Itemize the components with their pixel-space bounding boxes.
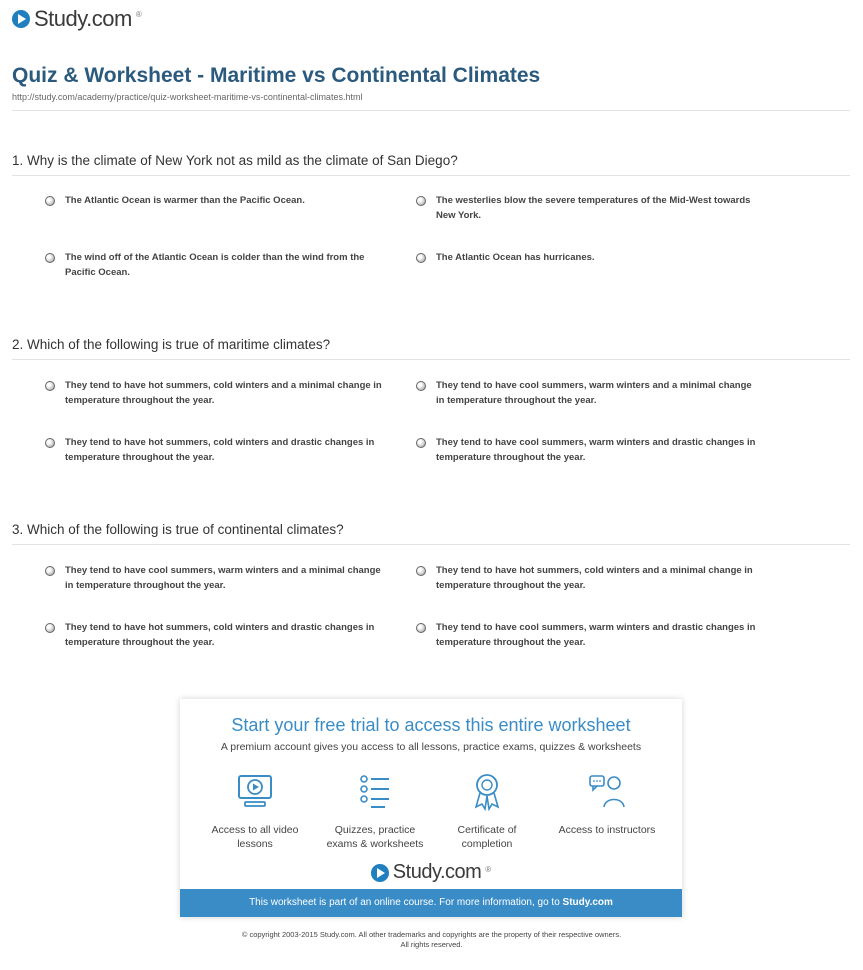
question-2: 2. Which of the following is true of maritime climates? — [12, 337, 331, 352]
logo-registered-mark: ® — [485, 865, 492, 874]
radio-button[interactable] — [416, 253, 426, 263]
feature-label: Quizzes, practice exams & worksheets — [326, 824, 424, 850]
feature-certificate — [432, 771, 542, 851]
course-info-bar — [180, 889, 682, 917]
logo-text: Study.com — [34, 6, 132, 31]
instructor-icon — [587, 771, 627, 811]
feature-label: Certificate of completion — [457, 824, 517, 850]
feature-video-lessons — [200, 771, 310, 851]
quiz-list-icon — [355, 771, 395, 811]
option-label: They tend to have cool summers, warm winters and drastic changes in temperature throughout the year. — [436, 437, 756, 463]
divider — [12, 544, 850, 545]
radio-button[interactable] — [416, 196, 426, 206]
answer-option[interactable] — [416, 620, 756, 650]
answer-option[interactable] — [416, 435, 756, 465]
radio-button[interactable] — [416, 438, 426, 448]
promo-subtitle: A premium account gives you access to all lessons, practice exams, quizzes & worksheets — [220, 741, 642, 753]
play-logo-icon — [12, 10, 30, 28]
promo-title[interactable]: Start your free trial to access this entire worksheet — [231, 715, 631, 735]
page-title: Quiz & Worksheet - Maritime vs Continental Climates — [12, 64, 541, 87]
answer-option[interactable] — [45, 620, 385, 650]
play-logo-icon — [371, 864, 389, 882]
video-lesson-icon — [235, 771, 275, 811]
copyright-line: All rights reserved. — [400, 940, 463, 949]
option-label: They tend to have cool summers, warm winters and a minimal change in temperature throughout the year. — [436, 380, 752, 406]
divider — [12, 175, 850, 176]
answer-option[interactable] — [416, 250, 756, 265]
feature-instructors — [552, 771, 662, 837]
answer-option[interactable] — [45, 378, 385, 408]
radio-button[interactable] — [45, 253, 55, 263]
feature-label: Access to all video lessons — [211, 824, 299, 850]
radio-button[interactable] — [45, 623, 55, 633]
option-label: The westerlies blow the severe temperatures of the Mid-West towards New York. — [436, 195, 751, 221]
option-label: They tend to have cool summers, warm winters and a minimal change in temperature throughout the year. — [65, 565, 381, 591]
radio-button[interactable] — [416, 623, 426, 633]
radio-button[interactable] — [45, 566, 55, 576]
radio-button[interactable] — [45, 381, 55, 391]
page-url[interactable]: http://study.com/academy/practice/quiz-worksheet-maritime-vs-continental-climates.html — [12, 92, 363, 102]
certificate-icon — [467, 771, 507, 811]
divider — [12, 110, 850, 111]
answer-option[interactable] — [45, 435, 385, 465]
free-trial-promo[interactable] — [180, 699, 682, 917]
option-label: They tend to have hot summers, cold winters and a minimal change in temperature throughout the year. — [65, 380, 382, 406]
answer-option[interactable] — [416, 193, 756, 223]
option-label: They tend to have cool summers, warm winters and drastic changes in temperature throughout the year. — [436, 622, 756, 648]
promo-logo-text: Study.com — [392, 861, 482, 883]
studycom-logo[interactable] — [12, 6, 142, 32]
feature-quizzes — [320, 771, 430, 851]
radio-button[interactable] — [416, 566, 426, 576]
question-1: 1. Why is the climate of New York not as mild as the climate of San Diego? — [12, 153, 458, 168]
option-label: They tend to have hot summers, cold winters and drastic changes in temperature throughout the year. — [65, 437, 375, 463]
option-label: The Atlantic Ocean has hurricanes. — [436, 252, 595, 263]
logo-registered-mark: ® — [135, 10, 142, 19]
answer-option[interactable] — [45, 250, 385, 280]
option-label: The Atlantic Ocean is warmer than the Pacific Ocean. — [65, 195, 305, 206]
option-label: They tend to have hot summers, cold winters and drastic changes in temperature throughout the year. — [65, 622, 375, 648]
answer-option[interactable] — [45, 193, 385, 208]
question-3: 3. Which of the following is true of continental climates? — [12, 522, 344, 537]
promo-studycom-logo[interactable] — [180, 861, 682, 884]
answer-option[interactable] — [45, 563, 385, 593]
divider — [12, 359, 850, 360]
answer-option[interactable] — [416, 563, 756, 593]
answer-option[interactable] — [416, 378, 756, 408]
radio-button[interactable] — [45, 196, 55, 206]
radio-button[interactable] — [416, 381, 426, 391]
course-info-text: This worksheet is part of an online course. For more information, go to — [249, 897, 563, 908]
copyright-notice — [0, 930, 863, 950]
radio-button[interactable] — [45, 438, 55, 448]
option-label: The wind off of the Atlantic Ocean is colder than the wind from the Pacific Ocean. — [65, 252, 365, 278]
feature-label: Access to instructors — [558, 824, 656, 836]
option-label: They tend to have hot summers, cold winters and a minimal change in temperature throughout the year. — [436, 565, 753, 591]
copyright-line: © copyright 2003-2015 Study.com. All other trademarks and copyrights are the property of their respective owners. — [241, 930, 622, 939]
course-info-link[interactable]: Study.com — [562, 897, 613, 908]
